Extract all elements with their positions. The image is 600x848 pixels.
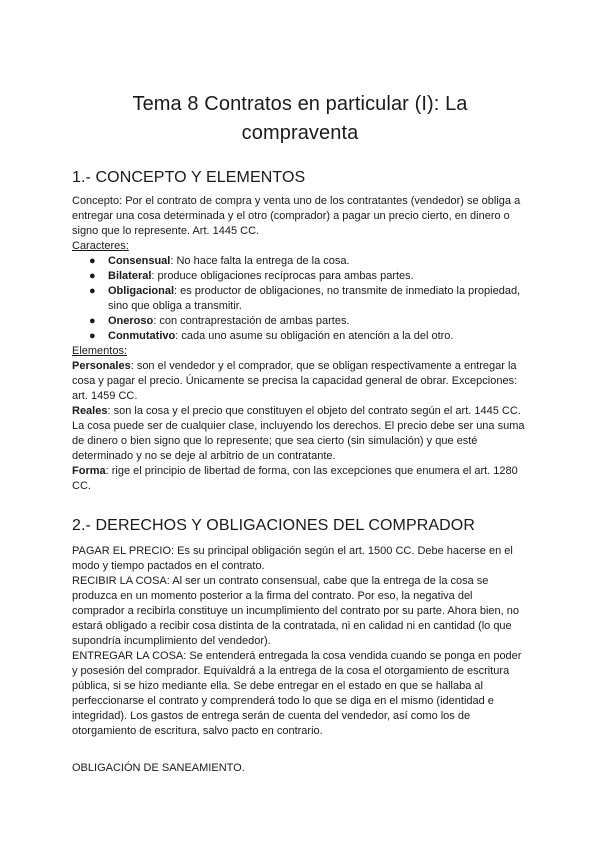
bullet-icon: ●	[89, 270, 96, 282]
section-1-heading: 1.- CONCEPTO Y ELEMENTOS	[72, 169, 306, 186]
bullet-icon: ●	[89, 285, 96, 297]
elemento-paragraph	[72, 359, 528, 404]
elemento-term: Reales	[72, 405, 108, 417]
list-item-text: : produce obligaciones recíprocas para ambas partes.	[151, 270, 414, 282]
bullet-icon: ●	[89, 315, 96, 327]
list-item-term: Conmutativo	[108, 330, 176, 342]
elemento-term: Forma	[72, 465, 106, 477]
list-item-term: Obligacional	[108, 285, 175, 297]
elemento-paragraph	[72, 464, 528, 494]
caracteres-list	[72, 254, 528, 344]
elemento-paragraph	[72, 404, 528, 464]
elemento-text: : rige el principio de libertad de forma, con las excepciones que enumera el art. 1280 CC.	[72, 465, 518, 492]
bullet-icon: ●	[89, 330, 96, 342]
elementos-label: Elementos:	[72, 345, 128, 357]
list-item-text: : cada uno asume su obligación en atención a la del otro.	[175, 330, 454, 342]
pagar-precio-paragraph: PAGAR EL PRECIO: Es su principal obligación según el art. 1500 CC. Debe hacerse en el modo y tiempo pactados en el contrato.	[72, 545, 513, 572]
list-item-term: Oneroso	[108, 315, 154, 327]
list-item	[89, 314, 528, 329]
bullet-icon: ●	[89, 255, 96, 267]
elemento-text: : son la cosa y el precio que constituyen el objeto del contrato según el art. 1445 CC. La cosa puede ser de cualquier clase, incluyendo los derechos. El precio debe ser una suma de dinero o bien signo que lo represente; que sea cierto (sin simulación) y que esté determinado y no se deje al arbitrio de un contratante.	[72, 405, 525, 462]
entregar-cosa-paragraph: ENTREGAR LA COSA: Se entenderá entregada la cosa vendida cuando se ponga en poder y posesión del comprador. Equivaldrá a la entrega de la cosa el otorgamiento de escritura pública, si se hizo mediante ella. Se debe entregar en el estado en que se hallaba al perfeccionarse el contrato y comprenderá todo lo que se diga en el mismo (identidad e integridad). Los gastos de entrega serán de cuenta del vendedor, así como los de otorgamiento de escritura, salvo pacto en contrario.	[72, 650, 522, 737]
list-item-text: : con contraprestación de ambas partes.	[153, 315, 350, 327]
list-item	[89, 269, 528, 284]
list-item-text: : es productor de obligaciones, no transmite de inmediato la propiedad, sino que obliga a transmitir.	[108, 285, 521, 312]
caracteres-label: Caracteres:	[72, 240, 129, 252]
recibir-cosa-paragraph: RECIBIR LA COSA: Al ser un contrato consensual, cabe que la entrega de la cosa se produzca en un momento posterior a la firma del contrato. Por eso, la negativa del comprador a recibirla constituye un incumplimiento del contrato por su parte. Ahora bien, no estará obligado a recibir cosa distinta de la contratada, ni en calidad ni en cantidad (lo que supondría incumplimiento del vendedor).	[72, 575, 519, 647]
page-title: Tema 8 Contratos en particular (I): La compraventa	[132, 93, 468, 144]
concepto-paragraph: Concepto: Por el contrato de compra y venta uno de los contratantes (vendedor) se obliga a entregar una cosa determinada y el otro (comprador) a pagar un precio cierto, en dinero o signo que lo represente. Art. 1445 CC.	[72, 195, 521, 237]
list-item-term: Consensual	[108, 255, 171, 267]
list-item-term: Bilateral	[108, 270, 152, 282]
list-item	[89, 329, 528, 344]
saneamiento-heading: OBLIGACIÓN DE SANEAMIENTO.	[72, 762, 245, 774]
elemento-text: : son el vendedor y el comprador, que se obligan respectivamente a entregar la cosa y pagar el precio. Únicamente se precisa la capacidad general de obrar. Excepciones: art. 1459 CC.	[72, 360, 518, 402]
section-2-heading: 2.- DERECHOS Y OBLIGACIONES DEL COMPRADOR	[72, 517, 476, 534]
list-item	[89, 284, 528, 314]
elemento-term: Personales	[72, 360, 131, 372]
list-item	[89, 254, 528, 269]
list-item-text: : No hace falta la entrega de la cosa.	[170, 255, 350, 267]
